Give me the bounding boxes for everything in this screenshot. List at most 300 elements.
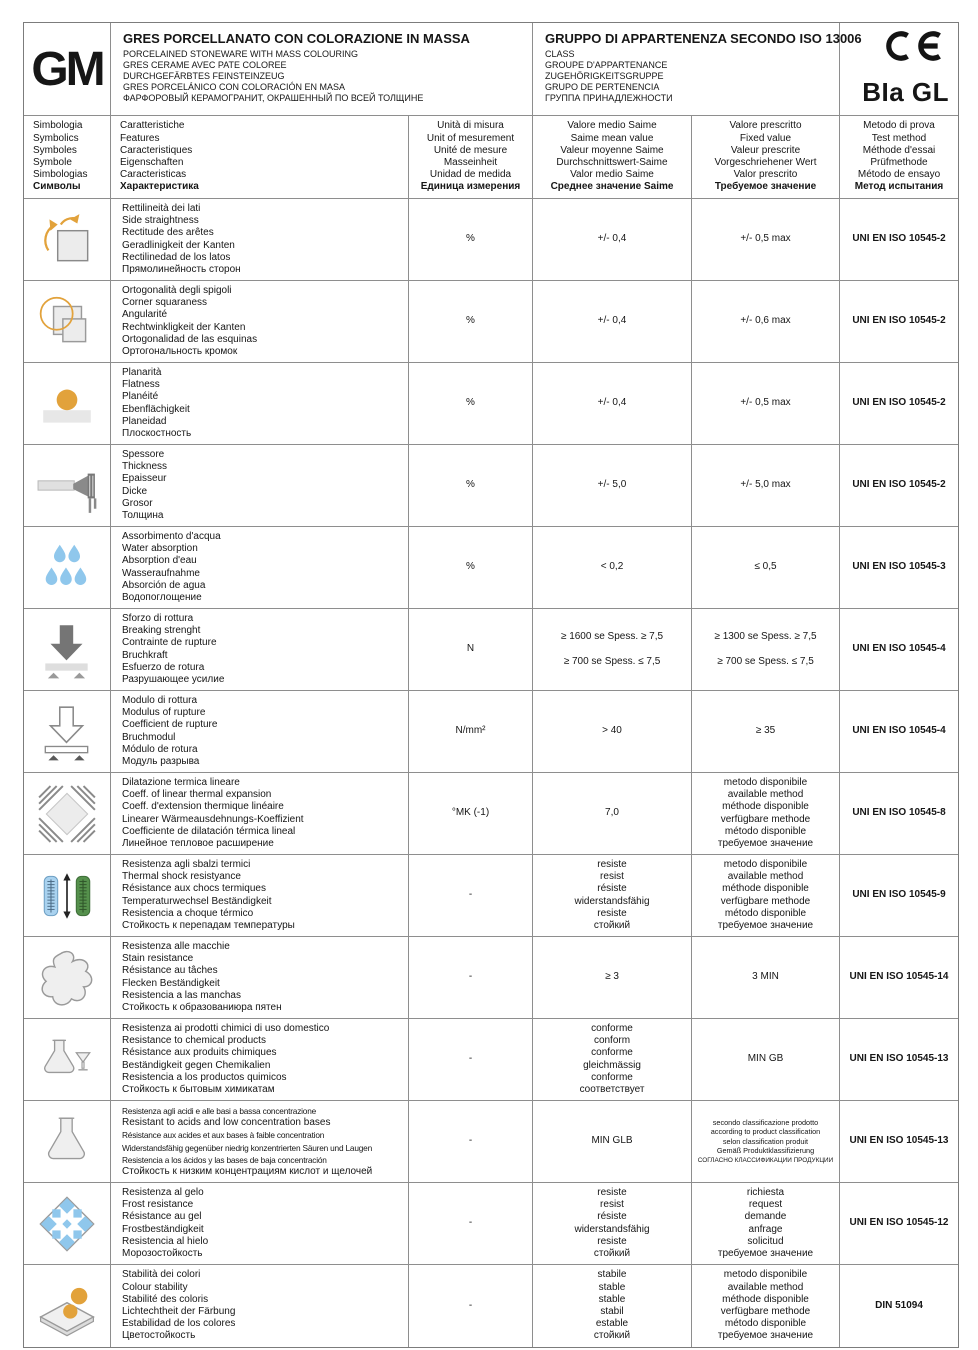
text-line: Planarità	[122, 366, 162, 378]
text-line: Valor prescrito	[733, 169, 798, 181]
text-line: Морозостойкость	[122, 1247, 203, 1259]
text-line: Saime mean value	[570, 132, 654, 144]
table-row	[24, 199, 958, 281]
text-line: Modulo di rottura	[122, 694, 198, 706]
text-line: N	[466, 643, 475, 655]
color-stability-icon	[24, 1265, 111, 1347]
text-line: Unità di misura	[437, 120, 504, 132]
text-line: Ebenflächigkeit	[122, 403, 190, 415]
text-line: Corner squaraness	[122, 297, 208, 309]
text-line: Resistencia a las manchas	[122, 989, 241, 1001]
fixed-value	[692, 855, 840, 937]
text-line: Symbole	[33, 157, 72, 168]
unit-value	[409, 773, 533, 855]
text-line: UNI EN ISO 10545-8	[852, 807, 946, 819]
unit-value	[409, 691, 533, 773]
table-row	[24, 609, 958, 691]
fixed-value	[692, 527, 840, 609]
group-title-fr: GROUPE D'APPARTENANCE	[545, 60, 668, 70]
table-row	[24, 527, 958, 609]
text-line: Wasseraufnahme	[122, 567, 200, 579]
text-line: stabil	[600, 1306, 624, 1317]
text-line: Features	[120, 132, 160, 144]
text-line: 3 MIN	[752, 971, 779, 983]
text-line: Estabilidad de los colores	[122, 1318, 236, 1330]
text-line: Colour stability	[122, 1281, 188, 1293]
text-line: UNI EN ISO 10545-12	[849, 1217, 949, 1229]
text-line: Absorción de agua	[122, 579, 206, 591]
unit-value	[409, 527, 533, 609]
breaking-strength-icon	[24, 609, 111, 691]
text-line: Bruchmodul	[122, 731, 176, 743]
text-line: требуемое значение	[717, 1330, 814, 1342]
feature-text	[111, 691, 409, 773]
column-header-unit	[409, 116, 533, 199]
text-line: Absorption d'eau	[122, 555, 197, 567]
group-title-en: CLASS	[545, 49, 575, 59]
text-line: -	[468, 971, 473, 983]
table-row	[24, 937, 958, 1019]
text-line: стойкий	[593, 1330, 631, 1342]
text-line: UNI EN ISO 10545-2	[852, 397, 946, 409]
text-line: стойкий	[593, 1247, 631, 1259]
table-row	[24, 1265, 958, 1347]
text-line: available method	[727, 1281, 804, 1293]
text-line: Стойкость к перепадам температуры	[122, 919, 295, 931]
test-method	[840, 1019, 958, 1101]
text-line: Valeur moyenne Saime	[560, 144, 664, 156]
text-line: Стойкость к низким концентрациям кислот и щелочей	[122, 1165, 373, 1177]
product-title-block	[111, 23, 533, 116]
text-line: Frost resistance	[122, 1199, 194, 1211]
text-line: Rectilinedad de los latos	[122, 251, 231, 263]
text-line: Dilatazione termica lineare	[122, 776, 240, 788]
text-line: Eigenschaften	[120, 157, 184, 168]
text-line: %	[466, 397, 475, 409]
table-row	[24, 1101, 958, 1183]
text-line: Valeur prescrite	[730, 144, 801, 156]
column-header-features	[111, 116, 409, 199]
text-line: Resistance to chemical products	[122, 1035, 266, 1047]
text-line: Требуемое значение	[714, 181, 817, 193]
unit-value	[409, 445, 533, 527]
text-line: Цветостойкость	[122, 1330, 196, 1342]
text-line: Метод испытания	[854, 181, 944, 193]
acid-flask-icon	[24, 1101, 111, 1183]
table-row	[24, 363, 958, 445]
text-line: Planéité	[122, 391, 159, 403]
text-line: ≥ 700 se Spess. ≤ 7,5	[563, 655, 661, 667]
text-line: méthode disponible	[722, 801, 809, 813]
thermal-shock-icon	[24, 855, 111, 937]
text-line: Side straightness	[122, 215, 199, 227]
group-block	[533, 23, 862, 116]
text-line: +/- 0,5 max	[740, 397, 791, 409]
text-line: richiesta	[746, 1186, 785, 1198]
text-line: UNI EN ISO 10545-13	[849, 1135, 949, 1147]
text-line: resiste	[597, 858, 627, 870]
text-line: -	[468, 1299, 473, 1311]
text-line: ≤ 0,5	[754, 561, 777, 573]
feature-text	[111, 855, 409, 937]
text-line: -	[468, 1053, 473, 1065]
text-line: Epaisseur	[122, 473, 167, 485]
column-header-symbols	[24, 116, 111, 199]
text-line: -	[468, 1135, 473, 1147]
text-line: Thermal shock resistyance	[122, 871, 241, 883]
fixed-value	[692, 445, 840, 527]
unit-value	[409, 1101, 533, 1183]
column-header-test-method	[840, 116, 958, 199]
text-line: +/- 0,4	[597, 315, 627, 327]
mean-value	[533, 691, 692, 773]
unit-value	[409, 1183, 533, 1265]
text-line: UNI EN ISO 10545-4	[852, 643, 946, 655]
text-line: available method	[727, 789, 804, 801]
flatness-icon	[24, 363, 111, 445]
text-line: Coeff. d'extension thermique linéaire	[122, 801, 284, 813]
text-line: UNI EN ISO 10545-2	[852, 233, 946, 245]
mean-value	[533, 199, 692, 281]
text-line: solicitud	[747, 1235, 784, 1247]
fixed-value	[692, 1019, 840, 1101]
text-line: требуемое значение	[717, 919, 814, 931]
unit-value	[409, 1265, 533, 1347]
text-line: résiste	[597, 883, 627, 895]
text-line: Resistencia a los productos quimicos	[122, 1071, 287, 1083]
text-line: Caracteristiques	[120, 144, 193, 156]
mean-value	[533, 363, 692, 445]
fixed-value	[692, 199, 840, 281]
text-line: Grosor	[122, 497, 153, 509]
text-line: selon classification produit	[722, 1136, 809, 1146]
text-line: ≥ 1600 se Spess. ≥ 7,5	[560, 631, 664, 643]
text-line: Geradlinigkeit der Kanten	[122, 239, 235, 251]
text-line: Resistenza agli sbalzi termici	[122, 858, 251, 870]
text-line: %	[466, 233, 475, 245]
unit-value	[409, 199, 533, 281]
text-line: método disponible	[724, 825, 807, 837]
test-method	[840, 1183, 958, 1265]
text-line: método disponible	[724, 1318, 807, 1330]
text-line: método disponible	[724, 907, 807, 919]
text-line: conforme	[591, 1071, 633, 1083]
frost-snowflake-icon	[24, 1183, 111, 1265]
text-line: estable	[595, 1318, 629, 1330]
test-method	[840, 773, 958, 855]
text-line: Стойкость к бытовым химикатам	[122, 1083, 275, 1095]
text-line: Symbolics	[33, 132, 79, 144]
text-line: Méthode d'essai	[862, 144, 936, 156]
column-header-fixed-value	[692, 116, 840, 199]
text-line: Resistenza ai prodotti chimici di uso domestico	[122, 1022, 330, 1034]
feature-text	[111, 199, 409, 281]
unit-value	[409, 363, 533, 445]
text-line: resiste	[597, 1235, 627, 1247]
text-line: Flecken Beständigkeit	[122, 977, 220, 989]
text-line: méthode disponible	[722, 1293, 809, 1305]
unit-value	[409, 1019, 533, 1101]
group-title-es: GRUPO DE PERTENENCIA	[545, 82, 660, 92]
text-line: Ортогональность кромок	[122, 345, 238, 357]
mean-value	[533, 1019, 692, 1101]
text-line: < 0,2	[600, 561, 624, 573]
text-line: Resistencia a los ácidos y las bases de baja concentración	[122, 1154, 327, 1165]
text-line: UNI EN ISO 10545-2	[852, 479, 946, 491]
text-line: Esfuerzo de rotura	[122, 661, 205, 673]
text-line: Symboles	[33, 144, 77, 156]
text-line: widerstandsfähig	[574, 1223, 650, 1235]
feature-text	[111, 527, 409, 609]
text-line: Fixed value	[739, 132, 792, 144]
text-line: Coeff. of linear thermal expansion	[122, 789, 272, 801]
product-title-de: DURCHGEFÄRBTES FEINSTEINZEUG	[123, 71, 285, 81]
unit-value	[409, 609, 533, 691]
text-line: Resistant to acids and low concentration bases	[122, 1117, 331, 1129]
text-line: Résistance aux produits chimiques	[122, 1047, 277, 1059]
table-row	[24, 1019, 958, 1101]
text-line: Linearer Wärmeausdehnungs-Koeffizient	[122, 813, 304, 825]
certification-block	[840, 23, 958, 116]
text-line: Caratteristiche	[120, 120, 185, 132]
test-method	[840, 445, 958, 527]
text-line: Стойкость к образованиюра пятен	[122, 1001, 282, 1013]
text-line: соответствует	[579, 1083, 645, 1095]
text-line: Unit of mesurement	[426, 132, 515, 144]
text-line: требуемое значение	[717, 1247, 814, 1259]
text-line: Flatness	[122, 379, 160, 391]
feature-text	[111, 1101, 409, 1183]
text-line: +/- 0,5 max	[740, 233, 791, 245]
text-line: требуемое значение	[717, 837, 814, 849]
text-line: Stabilità dei colori	[122, 1269, 201, 1281]
text-line: verfügbare methode	[720, 813, 811, 825]
header-band	[24, 23, 958, 116]
brand-logo-text: GM	[31, 42, 103, 96]
text-line: +/- 0,4	[597, 397, 627, 409]
feature-text	[111, 281, 409, 363]
text-line: Angularité	[122, 309, 168, 321]
text-line: Bruchkraft	[122, 649, 168, 661]
text-line: Rectitude des arêtes	[122, 227, 214, 239]
fixed-value	[692, 609, 840, 691]
text-line: Gemäß Produktklassifizierung	[716, 1146, 815, 1156]
table-row	[24, 1183, 958, 1265]
test-method	[840, 527, 958, 609]
text-line: UNI EN ISO 10545-13	[849, 1053, 949, 1065]
table-row	[24, 691, 958, 773]
text-line: Прямолинейность сторон	[122, 263, 241, 275]
table-row	[24, 445, 958, 527]
text-line: available method	[727, 871, 804, 883]
text-line: Модуль разрыва	[122, 755, 200, 767]
text-line: UNI EN ISO 10545-9	[852, 889, 946, 901]
text-line: Разрушающее усилие	[122, 673, 225, 685]
fixed-value	[692, 691, 840, 773]
text-line: UNI EN ISO 10545-4	[852, 725, 946, 737]
feature-text	[111, 1183, 409, 1265]
text-line: conforme	[591, 1022, 633, 1034]
text-line: resist	[600, 871, 624, 883]
fixed-value	[692, 1183, 840, 1265]
text-line: стойкий	[593, 919, 631, 931]
text-line: resist	[600, 1199, 624, 1211]
brand-logo	[24, 23, 111, 116]
text-line: Résistance au tâches	[122, 965, 218, 977]
text-line: Durchschnittswert-Saime	[556, 157, 668, 168]
modulus-rupture-icon	[24, 691, 111, 773]
column-header-mean-value	[533, 116, 692, 199]
product-title-fr: GRES CERAME AVEC PATE COLOREE	[123, 60, 287, 70]
fixed-value	[692, 363, 840, 445]
text-line: -	[468, 1217, 473, 1229]
text-line: Dicke	[122, 485, 148, 497]
test-method	[840, 855, 958, 937]
side-straightness-icon	[24, 199, 111, 281]
feature-text	[111, 609, 409, 691]
fixed-value	[692, 281, 840, 363]
mean-value	[533, 527, 692, 609]
test-method	[840, 691, 958, 773]
text-line: ≥ 700 se Spess. ≤ 7,5	[717, 655, 814, 667]
unit-value	[409, 281, 533, 363]
ce-mark-icon	[883, 30, 949, 67]
text-line: Resistenza agli acidi e alle basi a bassa concentrazione	[122, 1105, 317, 1116]
text-line: 7,0	[605, 807, 619, 819]
text-line: Coefficient de rupture	[122, 719, 218, 731]
text-line: UNI EN ISO 10545-3	[852, 561, 946, 573]
text-line: metodo disponibile	[723, 858, 808, 870]
text-line: Test method	[871, 132, 927, 144]
stain-icon	[24, 937, 111, 1019]
text-line: Spessore	[122, 448, 165, 460]
product-title-es: GRES PORCELÁNICO CON COLORACIÓN EN MASA	[123, 82, 346, 92]
text-line: %	[466, 479, 475, 491]
text-line: Assorbimento d'acqua	[122, 530, 221, 542]
table-row	[24, 281, 958, 363]
text-line: Vorgeschriehener Wert	[714, 157, 817, 168]
table-row	[24, 773, 958, 855]
text-line: resiste	[597, 1186, 627, 1198]
text-line: Resistenza alle macchie	[122, 940, 230, 952]
text-line: UNI EN ISO 10545-2	[852, 315, 946, 327]
text-line: Символы	[33, 181, 81, 193]
text-line: Prüfmethode	[870, 157, 928, 168]
test-method	[840, 937, 958, 1019]
mean-value	[533, 937, 692, 1019]
text-line: Résistance au gel	[122, 1211, 202, 1223]
text-line: résiste	[597, 1211, 627, 1223]
text-line: anfrage	[748, 1223, 783, 1235]
text-line: méthode disponible	[722, 883, 809, 895]
text-line: Simbologias	[33, 169, 88, 181]
text-line: metodo disponibile	[723, 1269, 808, 1281]
mean-value	[533, 609, 692, 691]
text-line: Толщина	[122, 509, 164, 521]
feature-text	[111, 1019, 409, 1101]
text-line: stabile	[597, 1269, 627, 1281]
mean-value	[533, 855, 692, 937]
table-body	[24, 199, 958, 1347]
chemical-flasks-icon	[24, 1019, 111, 1101]
test-method	[840, 281, 958, 363]
text-line: Линейное тепловое расширение	[122, 837, 274, 849]
text-line: Ortogonalidad de las esquinas	[122, 333, 258, 345]
column-header-row	[24, 116, 958, 199]
text-line: Resistencia al hielo	[122, 1235, 209, 1247]
text-line: N/mm²	[455, 725, 486, 737]
text-line: Ortogonalità degli spigoli	[122, 284, 232, 296]
text-line: resiste	[597, 907, 627, 919]
text-line: %	[466, 561, 475, 573]
spec-table	[23, 22, 959, 1348]
text-line: Coefficiente de dilatación térmica lineal	[122, 825, 296, 837]
text-line: conform	[593, 1035, 631, 1047]
iso-class-code: BIa GL	[862, 77, 949, 107]
text-line: ≥ 35	[755, 725, 776, 737]
text-line: Lichtechtheit der Färbung	[122, 1306, 236, 1317]
feature-text	[111, 445, 409, 527]
text-line: Résistance aux acides et aux bases à faible concentration	[122, 1130, 325, 1141]
text-line: Valor medio Saime	[570, 169, 654, 181]
mean-value	[533, 773, 692, 855]
text-line: Contrainte de rupture	[122, 637, 217, 649]
test-method	[840, 199, 958, 281]
text-line: Sforzo di rottura	[122, 612, 194, 624]
text-line: Planeidad	[122, 415, 167, 427]
thickness-caliper-icon	[24, 445, 111, 527]
text-line: Beständigkeit gegen Chemikalien	[122, 1059, 271, 1071]
text-line: Stain resistance	[122, 953, 194, 965]
text-line: -	[468, 889, 473, 901]
text-line: +/- 0,6 max	[740, 315, 791, 327]
text-line: Método de ensayo	[857, 169, 941, 181]
water-drops-icon	[24, 527, 111, 609]
thermal-expansion-icon	[24, 773, 111, 855]
text-line: +/- 5,0	[597, 479, 627, 491]
text-line: Единица измерения	[420, 181, 521, 193]
text-line: verfügbare methode	[720, 895, 811, 907]
text-line: Unidad de medida	[429, 169, 512, 181]
fixed-value	[692, 1101, 840, 1183]
text-line: MIN GB	[747, 1053, 784, 1065]
group-title-de: ZUGEHÖRIGKEITSGRUPPE	[545, 71, 664, 81]
product-title-ru: ФАРФОРОВЫЙ КЕРАМОГРАНИТ, ОКРАШЕННЫЙ ПО ВСЕЙ ТОЛЩИНЕ	[123, 93, 424, 103]
feature-text	[111, 937, 409, 1019]
text-line: metodo disponibile	[723, 776, 808, 788]
corner-squareness-icon	[24, 281, 111, 363]
text-line: Rettilineità dei lati	[122, 202, 201, 214]
text-line: +/- 5,0 max	[740, 479, 791, 491]
table-row	[24, 855, 958, 937]
text-line: Temperaturwechsel Beständigkeit	[122, 895, 272, 907]
text-line: Среднее значение Saime	[550, 181, 674, 193]
mean-value	[533, 445, 692, 527]
text-line: stable	[598, 1293, 626, 1305]
text-line: > 40	[602, 725, 622, 737]
text-line: Metodo di prova	[863, 120, 935, 132]
text-line: Thickness	[122, 461, 168, 473]
text-line: Módulo de rotura	[122, 743, 198, 755]
text-line: Modulus of rupture	[122, 707, 206, 719]
text-line: according to product classification	[710, 1127, 821, 1137]
text-line: Плоскостность	[122, 427, 192, 439]
text-line: DIN 51094	[875, 1299, 923, 1311]
text-line: MIN GLB	[591, 1135, 633, 1147]
text-line: Résistance aux chocs termiques	[122, 883, 266, 895]
text-line: Valore medio Saime	[567, 120, 657, 132]
fixed-value	[692, 1265, 840, 1347]
